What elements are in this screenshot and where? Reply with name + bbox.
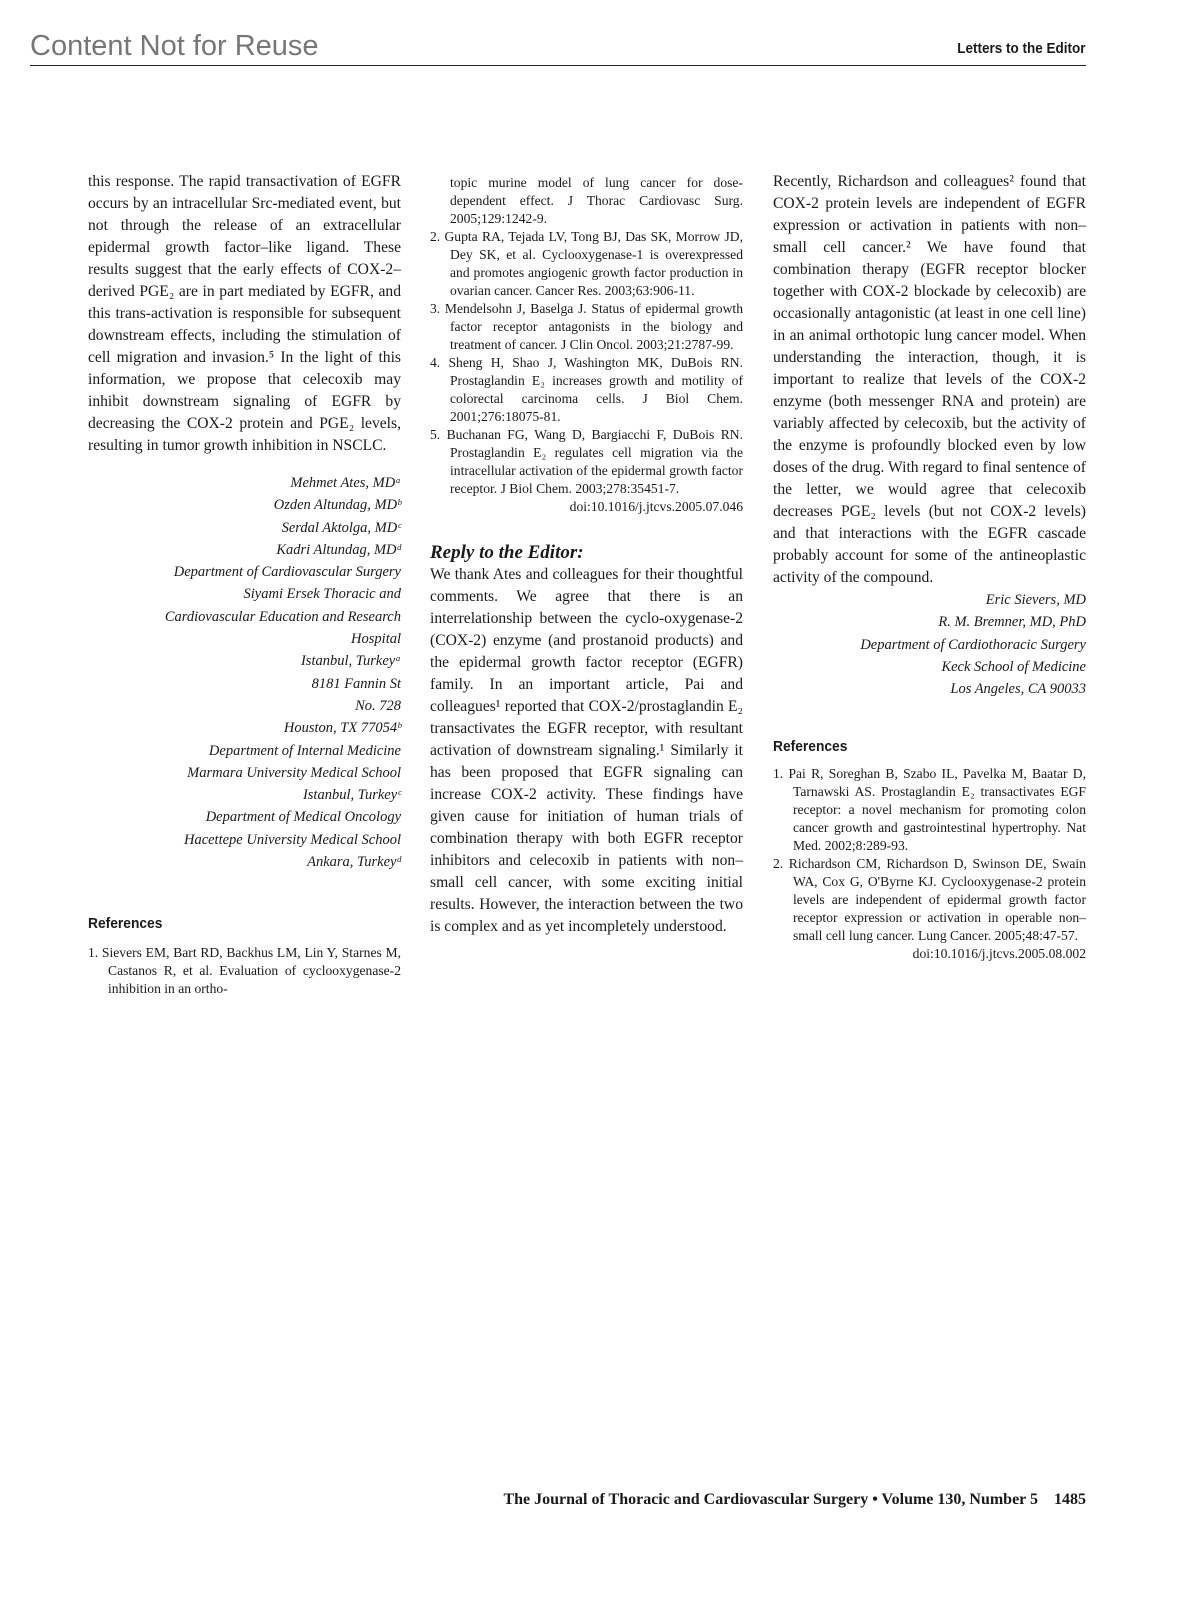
page-footer: The Journal of Thoracic and Cardiovascular Surgery • Volume 130, Number 5 1485 bbox=[503, 1491, 1086, 1508]
reference-item: 5. Buchanan FG, Wang D, Bargiacchi F, DuBois RN. Prostaglandin E₂ regulates cell migration via the intracellular activation of the epidermal growth factor receptor. J Biol Chem. 2003;278:35451-7. bbox=[430, 427, 743, 496]
signature-line: R. M. Bremner, MD, PhD bbox=[938, 614, 1086, 631]
references-heading: References bbox=[773, 738, 848, 756]
reference-item: 2. Richardson CM, Richardson D, Swinson DE, Swain WA, Cox G, O'Byrne KJ. Cyclooxygenase-2 protein levels are independent of epidermal growth factor receptor expression or activation in operable non–small cell lung cancer. Lung Cancer. 2005;48:47-57. bbox=[773, 856, 1086, 944]
reply-heading: Reply to the Editor: bbox=[430, 542, 584, 563]
reply-body-continued: Recently, Richardson and colleagues² found that COX-2 protein levels are independent of EGFR expression or activation in patients with non–small cell cancer.² We have found that combination therapy (EGFR receptor blocker together with COX-2 blockade by celecoxib) are occasionally antagonistic (at least in one cell line) in an animal orthotopic lung cancer model. When understanding the interaction, though, it is important to realize that levels of the COX-2 enzyme (both messenger RNA and protein) are variably affected by celecoxib, but the activity of the enzyme is profoundly blocked even by low doses of the drug. With regard to final sentence of the letter, we would agree that celecoxib decreases PGE₂ levels (but not COX-2 levels) and that interactions with the EGFR cascade probably account for some of the antineoplastic activity of the compound. bbox=[773, 173, 1086, 586]
reference-item: topic murine model of lung cancer for dose-dependent effect. J Thorac Cardiovasc Surg. 2005;129:1242-9. bbox=[450, 175, 743, 226]
signature-line: 8181 Fannin St bbox=[311, 675, 401, 692]
signature-line: Mehmet Ates, MDᵃ bbox=[290, 475, 401, 491]
reply-signature bbox=[773, 589, 1086, 700]
references-heading: References bbox=[88, 915, 163, 933]
reply-body: We thank Ates and colleagues for their thoughtful comments. We agree that there is an interrelationship between the cyclo-oxygenase-2 (COX-2) enzyme (and prostanoid products) and the epidermal growth factor receptor (EGFR) family. In an important article, Pai and colleagues¹ reported that COX-2/prostaglandin E₂ transactivates the EGFR receptor, with resultant activation of downstream signaling.¹ Similarly it has been proposed that EGFR signaling can increase COX-2 activity. These findings have given cause for initiation of human trials of combination therapy with both EGFR receptor inhibitors and celecoxib in patients with non–small cell cancer, with some exciting initial results. However, the interaction between the two is complex and as yet incompletely understood. bbox=[430, 566, 743, 935]
signature-line: Hacettepe University Medical School bbox=[183, 831, 401, 848]
signature-line: Serdal Aktolga, MDᶜ bbox=[281, 519, 401, 536]
reference-item: 4. Sheng H, Shao J, Washington MK, DuBois RN. Prostaglandin E₂ increases growth and motility of colorectal carcinoma cells. J Biol Chem. 2001;276:18075-81. bbox=[430, 355, 743, 424]
doi: doi:10.1016/j.jtcvs.2005.07.046 bbox=[569, 499, 743, 514]
signature-line: Department of Cardiothoracic Surgery bbox=[860, 636, 1086, 653]
column-3 bbox=[773, 171, 1086, 963]
reference-item: 3. Mendelsohn J, Baselga J. Status of epidermal growth factor receptor antagonists in the biology and treatment of cancer. J Clin Oncol. 2003;21:2787-99. bbox=[430, 301, 743, 352]
column-1 bbox=[88, 171, 401, 998]
signature-line: Department of Internal Medicine bbox=[208, 742, 401, 759]
reference-item: 1. Sievers EM, Bart RD, Backhus LM, Lin Y, Starnes M, Castanos R, et al. Evaluation of cyclooxygenase-2 inhibition in an ortho- bbox=[88, 945, 401, 997]
section-title: Letters to the Editor bbox=[957, 40, 1086, 57]
signature-line: Marmara University Medical School bbox=[187, 764, 401, 781]
signature-line: Hospital bbox=[351, 631, 401, 648]
signature-line: Ozden Altundag, MDᵇ bbox=[273, 497, 401, 514]
signature-line: Istanbul, Turkeyᵃ bbox=[300, 653, 401, 670]
letter-body: this response. The rapid transactivation of EGFR occurs by an intracellular Src-mediated event, but not through the release of an extracellular epidermal growth factor–like ligand. These results suggest that the early effects of COX-2–derived PGE₂ are in part mediated by EGFR, and this trans-activation is responsible for subsequent downstream effects, including the stimulation of cell migration and invasion.⁵ In the light of this information, we propose that celecoxib may inhibit downstream signaling of EGFR by decreasing the COX-2 protein and PGE₂ levels, resulting in tumor growth inhibition in NSCLC. bbox=[88, 173, 401, 454]
header-rule bbox=[30, 65, 1086, 66]
reference-item: 1. Pai R, Soreghan B, Szabo IL, Pavelka M, Baatar D, Tarnawski AS. Prostaglandin E₂ transactivates EGF receptor: a novel mechanism for promoting colon cancer growth and gastrointestinal hypertrophy. Nat Med. 2002;8:289-93. bbox=[773, 766, 1086, 854]
signature-line: Ankara, Turkeyᵈ bbox=[307, 854, 401, 871]
signature-line: Houston, TX 77054ᵇ bbox=[283, 720, 401, 737]
signature-line: Istanbul, Turkeyᶜ bbox=[302, 787, 401, 804]
signature-line: Eric Sievers, MD bbox=[985, 592, 1086, 608]
doi: doi:10.1016/j.jtcvs.2005.08.002 bbox=[912, 946, 1086, 962]
signature-line: Keck School of Medicine bbox=[941, 658, 1086, 675]
signature-line: Department of Cardiovascular Surgery bbox=[173, 564, 401, 581]
column-2 bbox=[430, 174, 743, 938]
signature-line: No. 728 bbox=[355, 697, 401, 714]
signature-line: Cardiovascular Education and Research bbox=[164, 608, 401, 625]
signature-line: Department of Medical Oncology bbox=[205, 809, 401, 826]
reference-item: 2. Gupta RA, Tejada LV, Tong BJ, Das SK, Morrow JD, Dey SK, et al. Cyclooxygenase-1 is overexpressed and promotes angiogenic growth factor production in ovarian cancer. Cancer Res. 2003;63:906-11. bbox=[430, 229, 743, 298]
signature-line: Siyami Ersek Thoracic and bbox=[243, 586, 401, 603]
letter-signature bbox=[88, 472, 401, 873]
signature-line: Kadri Altundag, MDᵈ bbox=[276, 541, 401, 558]
signature-line: Los Angeles, CA 90033 bbox=[950, 681, 1086, 698]
watermark: Content Not for Reuse bbox=[30, 30, 319, 62]
